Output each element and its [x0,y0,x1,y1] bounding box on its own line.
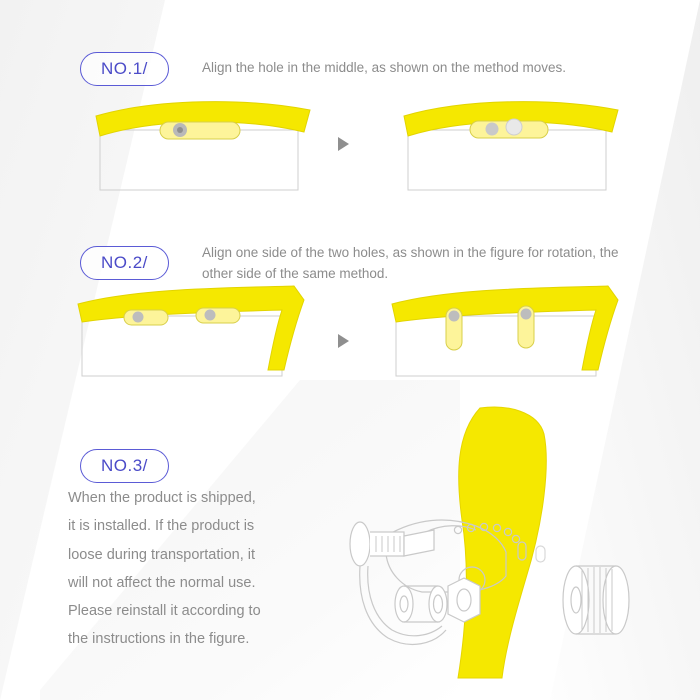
step-2-arrow-icon [338,334,349,348]
step-3-line-5: Please reinstall it according to [68,603,261,620]
step-1-instruction: Align the hole in the middle, as shown on the method moves. [202,60,566,75]
step-1-arrow-icon [338,137,349,151]
figure-blade-before-two-holes [68,282,318,392]
figure-assembly-exploded-view [330,400,660,690]
step-3-line-2: it is installed. If the product is [68,518,255,535]
step-2-instruction: Align one side of the two holes, as shown in the figure for rotation, the other side of the same method. [202,245,619,281]
figure-blade-before-center-hole [88,92,318,202]
step-3-line-1: When the product is shipped, [68,490,256,506]
step-3-badge: NO.3/ [80,449,169,483]
step-3-line-4: will not affect the normal use. [68,574,256,591]
figure-blade-after-center-hole [396,92,626,202]
step-3-line-3: loose during transportation, it [68,546,255,563]
step-1-badge: NO.1/ [80,52,169,86]
step-3-paragraph [68,484,328,654]
figure-blade-after-two-holes [382,282,632,392]
step-2-badge: NO.2/ [80,246,169,280]
step-3-line-6: the instructions in the figure. [68,631,250,648]
